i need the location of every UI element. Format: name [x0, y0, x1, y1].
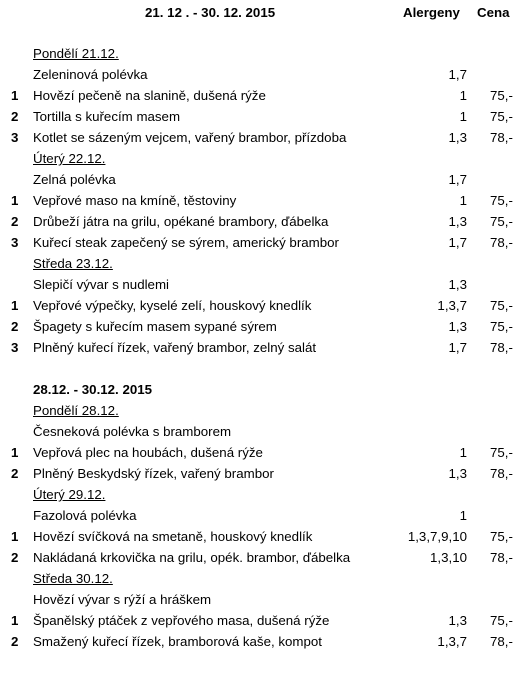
meal-name: Hovězí pečeně na slanině, dušená rýže	[33, 88, 266, 103]
allergens-value: 1,3	[448, 277, 467, 292]
meal-name: Nakládaná krkovička na grilu, opék. brambor, ďábelka	[33, 550, 351, 565]
meal-number: 2	[11, 319, 19, 334]
meal-name: Plněný kuřecí řízek, vařený brambor, zelný salát	[33, 340, 317, 355]
price-value: 75,-	[490, 613, 513, 628]
meal-number: 2	[11, 550, 19, 565]
meal-row	[0, 232, 516, 253]
price-value: 75,-	[490, 445, 513, 460]
allergens-value: 1,3	[448, 613, 467, 628]
price-value: 75,-	[490, 214, 513, 229]
meal-name: Kotlet se sázeným vejcem, vařený brambor, přízdoba	[33, 130, 347, 145]
meal-number: 2	[11, 634, 19, 649]
allergens-value: 1,3,7	[437, 634, 467, 649]
soup-row	[0, 421, 516, 442]
soup-row	[0, 589, 516, 610]
meal-name: Smažený kuřecí řízek, bramborová kaše, kompot	[33, 634, 322, 649]
price-column-header: Cena	[477, 5, 510, 20]
day-label: Středa 30.12.	[33, 571, 113, 586]
day-heading	[0, 43, 516, 64]
soup-name: Zelná polévka	[33, 172, 116, 187]
day-label: Pondělí 28.12.	[33, 403, 119, 418]
soup-row	[0, 274, 516, 295]
meal-number: 1	[11, 445, 19, 460]
soup-name: Slepičí vývar s nudlemi	[33, 277, 169, 292]
day-heading	[0, 568, 516, 589]
header-row	[0, 2, 516, 23]
week-range-label: 28.12. - 30.12. 2015	[33, 382, 153, 397]
allergens-value: 1,3	[448, 319, 467, 334]
meal-row	[0, 106, 516, 127]
meal-number: 3	[11, 340, 19, 355]
day-label: Pondělí 21.12.	[33, 46, 119, 61]
meal-row	[0, 463, 516, 484]
allergens-column-header: Alergeny	[403, 5, 460, 20]
date-range-title: 21. 12 . - 30. 12. 2015	[145, 5, 276, 20]
meal-row	[0, 610, 516, 631]
allergens-value: 1,7	[448, 235, 467, 250]
price-value: 75,-	[490, 529, 513, 544]
soup-name: Hovězí vývar s rýží a hráškem	[33, 592, 212, 607]
price-value: 78,-	[490, 235, 513, 250]
meal-row	[0, 127, 516, 148]
meal-name: Plněný Beskydský řízek, vařený brambor	[33, 466, 274, 481]
meal-row	[0, 316, 516, 337]
day-label: Úterý 29.12.	[33, 487, 106, 502]
day-heading	[0, 484, 516, 505]
allergens-value: 1	[459, 445, 467, 460]
meal-row	[0, 526, 516, 547]
soup-row	[0, 505, 516, 526]
meal-name: Kuřecí steak zapečený se sýrem, americký brambor	[33, 235, 339, 250]
allergens-value: 1,7	[448, 67, 467, 82]
price-value: 78,-	[490, 634, 513, 649]
price-value: 75,-	[490, 193, 513, 208]
allergens-value: 1	[459, 109, 467, 124]
meal-name: Drůbeží játra na grilu, opékané brambory, ďábelka	[33, 214, 329, 229]
meal-number: 1	[11, 88, 19, 103]
meal-row	[0, 631, 516, 652]
day-label: Úterý 22.12.	[33, 151, 106, 166]
day-heading	[0, 400, 516, 421]
meal-number: 3	[11, 235, 19, 250]
spacer-row	[0, 358, 516, 379]
meal-row	[0, 547, 516, 568]
price-value: 75,-	[490, 109, 513, 124]
price-value: 75,-	[490, 298, 513, 313]
meal-row	[0, 337, 516, 358]
day-heading	[0, 148, 516, 169]
allergens-value: 1,3,7,9,10	[407, 529, 467, 544]
meal-row	[0, 442, 516, 463]
price-value: 78,-	[490, 550, 513, 565]
meal-row	[0, 85, 516, 106]
meal-number: 1	[11, 298, 19, 313]
meal-name: Vepřová plec na houbách, dušená rýže	[33, 445, 263, 460]
allergens-value: 1,3,7	[437, 298, 467, 313]
soup-row	[0, 64, 516, 85]
day-label: Středa 23.12.	[33, 256, 113, 271]
allergens-value: 1,3	[448, 466, 467, 481]
meal-row	[0, 190, 516, 211]
meal-name: Vepřové maso na kmíně, těstoviny	[33, 193, 237, 208]
meal-name: Španělský ptáček z vepřového masa, dušená rýže	[33, 613, 330, 628]
price-value: 78,-	[490, 130, 513, 145]
meal-row	[0, 211, 516, 232]
meal-number: 3	[11, 130, 19, 145]
day-heading	[0, 253, 516, 274]
price-value: 78,-	[490, 466, 513, 481]
soup-name: Fazolová polévka	[33, 508, 137, 523]
meal-name: Hovězí svíčková na smetaně, houskový knedlík	[33, 529, 313, 544]
week-heading	[0, 379, 516, 400]
price-value: 75,-	[490, 319, 513, 334]
meal-number: 1	[11, 193, 19, 208]
allergens-value: 1,3	[448, 130, 467, 145]
allergens-value: 1,7	[448, 172, 467, 187]
meal-number: 2	[11, 466, 19, 481]
meal-row	[0, 295, 516, 316]
soup-name: Zeleninová polévka	[33, 67, 148, 82]
meal-number: 2	[11, 109, 19, 124]
allergens-value: 1,3,10	[430, 550, 467, 565]
meal-name: Vepřové výpečky, kyselé zelí, houskový knedlík	[33, 298, 312, 313]
soup-name: Česneková polévka s bramborem	[33, 424, 232, 439]
meal-number: 1	[11, 529, 19, 544]
price-value: 78,-	[490, 340, 513, 355]
allergens-value: 1,7	[448, 340, 467, 355]
meal-number: 1	[11, 613, 19, 628]
price-value: 75,-	[490, 88, 513, 103]
allergens-value: 1,3	[448, 214, 467, 229]
meal-name: Špagety s kuřecím masem sypané sýrem	[33, 319, 277, 334]
allergens-value: 1	[459, 193, 467, 208]
soup-row	[0, 169, 516, 190]
allergens-value: 1	[459, 508, 467, 523]
meal-name: Tortilla s kuřecím masem	[33, 109, 181, 124]
allergens-value: 1	[459, 88, 467, 103]
meal-number: 2	[11, 214, 19, 229]
